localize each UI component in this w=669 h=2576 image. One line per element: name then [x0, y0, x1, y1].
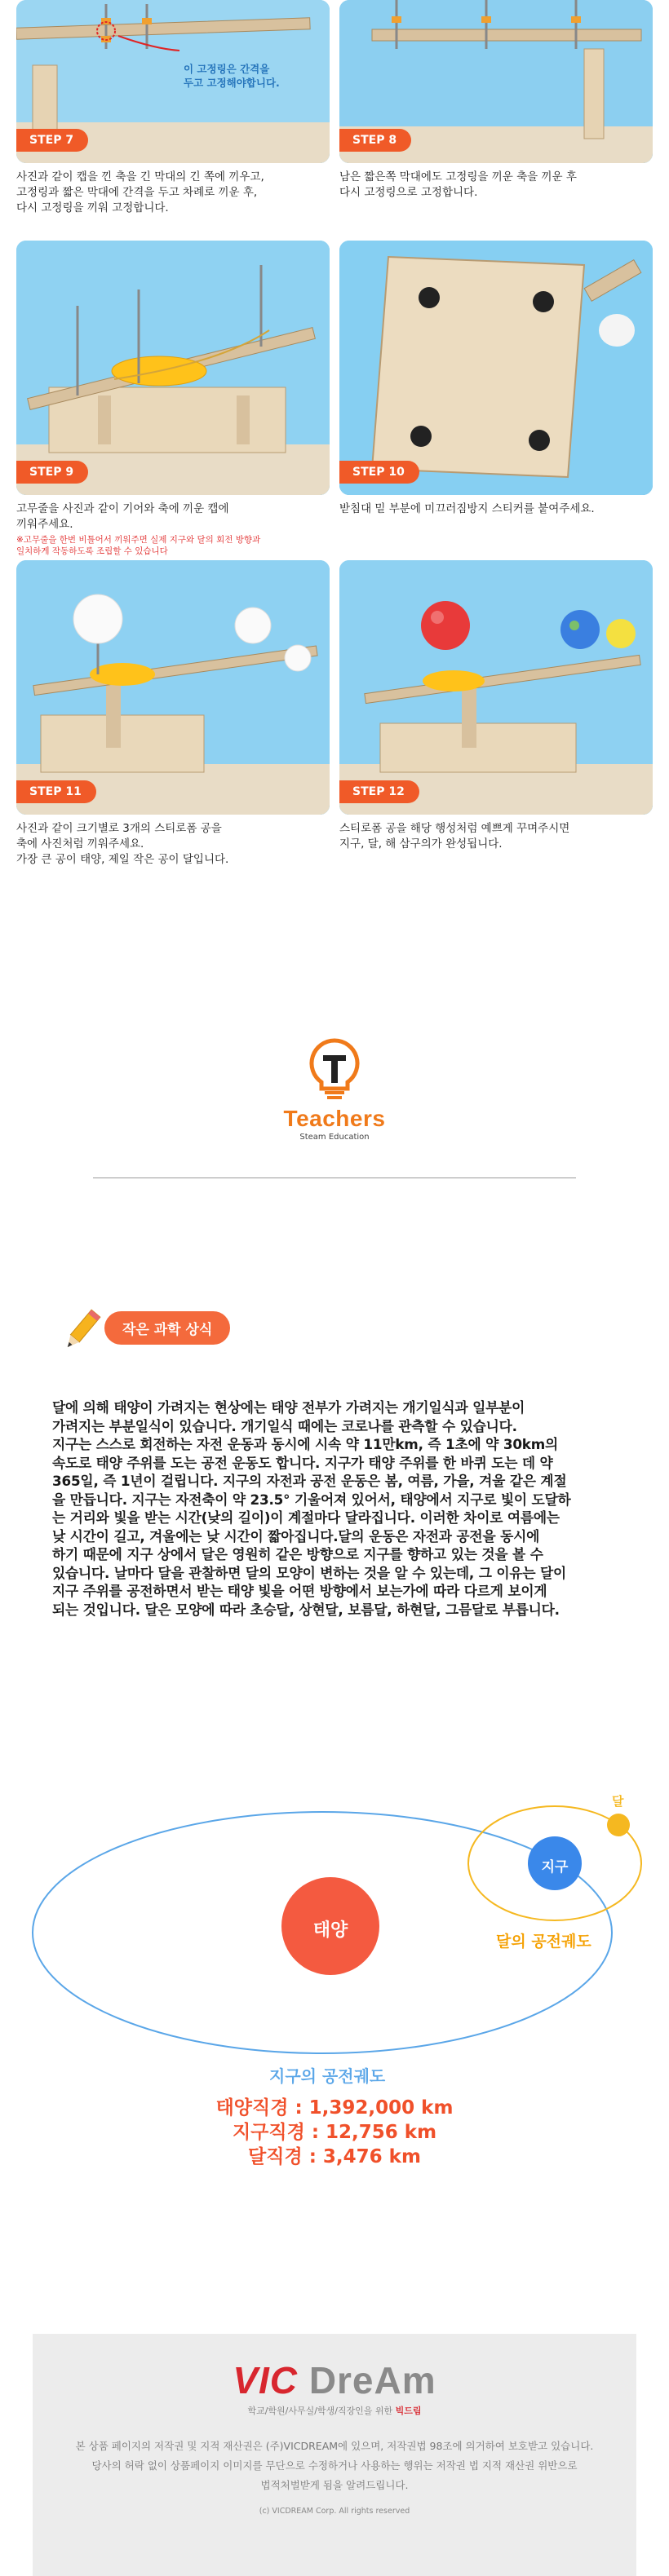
moon-circle: [607, 1814, 630, 1836]
earth-label: 지구: [541, 1859, 569, 1876]
step-11-photo: [16, 560, 330, 815]
step-9-caption: 고무줄을 사진과 같이 기어와 축에 끼운 캡에 끼워주세요.: [16, 502, 229, 531]
step-10-photo: [339, 241, 653, 495]
vicdream-footer: [33, 2334, 636, 2576]
step-9-badge: STEP 9: [16, 461, 88, 484]
copyright-notice: 본 상품 페이지의 저작권 및 지적 재산권은 (주)VICDREAM에 있으며, 저작권법 98조에 의거하여 보호받고 있습니다. 당사의 허락 없이 상품페이지 이미지를 무단으로 수정하거나 사용하는 행위는 저작권 법 지적 재산권 위반으로 법적처벌받게 됨을 알려드립니다.: [75, 2440, 594, 2491]
step-10-badge: STEP 10: [339, 461, 419, 484]
moon-orbit-label: 달의 공전궤도: [496, 1933, 591, 1951]
step-10-illustration: [339, 241, 653, 495]
step-9: [16, 241, 330, 557]
earth-orbit-label: 지구의 공전궤도: [269, 2066, 386, 2086]
step-8-badge: STEP 8: [339, 129, 411, 152]
vicdream-logo: [33, 2358, 636, 2402]
pencil-icon: [57, 1305, 106, 1354]
footer-tagline: [33, 2404, 636, 2417]
science-paragraph: 달에 의해 태양이 가려지는 현상에는 태양 전부가 가려지는 개기일식과 일부분이 가려지는 부분일식이 있습니다. 개기일식 때에는 코로나를 관측할 수 있습니다. 지구는 스스로 회전하는 자전 운동과 동시에 시속 약 11만km, 즉 1초에 약 30km의 속도로 태양 주위를 도는 공전 운동도 합니다. 지구가 태양 주위를 한 바퀴 도는 데 약 365일, 즉 1년이 걸립니다. 지구의 자전과 공전 운동은 봄, 여름, 가을, 겨울 같은 계절 을 만듭니다. 지구는 자전축이 약 23.5° 기울어져 있어서, 태양에서 지구로 빛이 도달하 는 거리와 빛을 받는 시간(낮의 길이)이 계절마다 달라집니다. 이러한 차이로 여름에는 낮 시간이 길고, 겨울에는 낮 시간이 짧아집니다.달의 운동은 자전과 공전을 동시에 하기 때문에 지구 상에서 달은 영원히 같은 방향으로 지구를 향하고 있는 것을 볼 수 있습니다. 날마다 달을 관찰하면 달의 모양이 변하는 것을 알 수 있는데, 그 이유는 달이 지구 주위를 공전하면서 받는 태양 빛을 어떤 방향에서 보는가에 따라 다르게 보이게 되는 것입니다. 달은 모양에 따라 초승달, 상현달, 보름달, 하현달, 그믐달로 부릅니다.: [52, 1399, 571, 1618]
step-12-caption: 스티로폼 공을 해당 행성처럼 예쁘게 꾸며주시면 지구, 달, 해 삼구의가 완성됩니다.: [339, 822, 570, 851]
science-header: [57, 1305, 612, 1354]
step-11-caption: 사진과 같이 크기별로 3개의 스티로폼 공을 축에 사진처럼 끼워주세요. 가장 큰 공이 태양, 제일 작은 공이 달입니다.: [16, 822, 229, 866]
step-7-photo: [16, 0, 330, 163]
step-7-caption: 사진과 같이 캡을 낀 축을 긴 막대의 긴 쪽에 끼우고, 고정링과 짧은 막대에 간격을 두고 차례로 끼운 후, 다시 고정링을 끼워 고정합니다.: [16, 170, 264, 214]
moon-label: 달: [612, 1794, 624, 1809]
step-7-callout: 이 고정링은 간격을 두고 고정해야합니다.: [184, 63, 280, 89]
diameter-stats: [0, 2096, 669, 2169]
logo-wordmark: Teachers: [283, 1106, 386, 1131]
step-9-illustration: [16, 241, 330, 495]
step-10: [339, 241, 653, 517]
step-9-note: ※고무줄을 한번 비틀어서 끼워주면 실제 지구와 달의 회전 방향과 일치하게 작동하도록 조립할 수 있습니다: [16, 535, 261, 556]
step-7-badge: STEP 7: [16, 129, 88, 152]
step-11-badge: STEP 11: [16, 780, 96, 803]
sun-diameter: 태양직경 : 1,392,000 km: [215, 2097, 454, 2119]
moon-diameter: 달직경 : 3,476 km: [248, 2146, 421, 2167]
science-title-pill: 작은 과학 상식: [104, 1311, 230, 1345]
step-12-photo: [339, 560, 653, 815]
lightbulb-icon: [302, 1036, 367, 1101]
step-8-photo: [339, 0, 653, 163]
earth-diameter: 지구직경 : 12,756 km: [232, 2122, 437, 2143]
step-12: [339, 560, 653, 852]
tagline-text: 학교/학원/사무실/학생/직장인을 위한: [247, 2406, 393, 2416]
step-8-caption: 남은 짧은쪽 막대에도 고정링을 끼운 축을 끼운 후 다시 고정링으로 고정합니다.: [339, 170, 577, 199]
rights-reserved: (c) VICDREAM Corp. All rights reserved: [259, 2507, 410, 2516]
step-7: [16, 0, 330, 216]
sun-label: 태양: [312, 1920, 348, 1941]
orbit-diagram-svg: [0, 1786, 669, 2145]
step-11: [16, 560, 330, 868]
orbit-diagram: [0, 1786, 669, 2145]
step-12-illustration: [339, 560, 653, 815]
logo-vic: VIC: [233, 2359, 299, 2401]
logo-subtitle: Steam Education: [299, 1133, 370, 1142]
step-10-caption: 받침대 밑 부분에 미끄러짐방지 스티커를 붙여주세요.: [339, 502, 595, 515]
step-12-badge: STEP 12: [339, 780, 419, 803]
tagline-brand: 빅드림: [395, 2406, 422, 2416]
logo-dream: DreAm: [308, 2359, 436, 2401]
step-8: [339, 0, 653, 201]
step-9-photo: [16, 241, 330, 495]
science-body: [52, 1398, 623, 1619]
teachers-logo: [0, 1036, 669, 1142]
step-11-illustration: [16, 560, 330, 815]
